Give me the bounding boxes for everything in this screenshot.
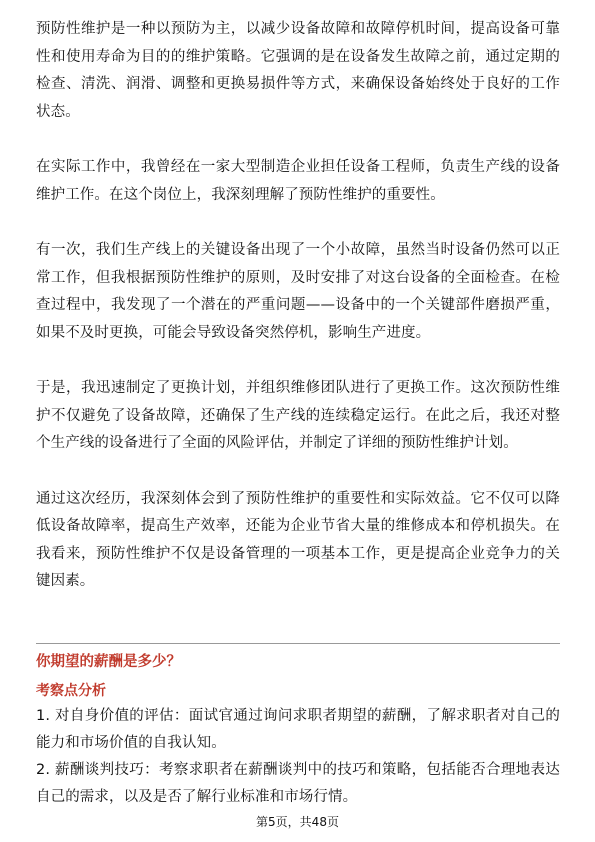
answer-paragraph-2: 在实际工作中，我曾经在一家大型制造企业担任设备工程师，负责生产线的设备维护工作。在这个岗位上，我深刻理解了预防性维护的重要性。 — [36, 159, 560, 203]
answer-paragraph-3: 有一次，我们生产线上的关键设备出现了一个小故障，虽然当时设备仍然可以正常工作，但我根据预防性维护的原则，及时安排了对这台设备的全面检查。在检查过程中，我发现了一个潜在的严重问题——设备中的一个关键部件磨损严重，如果不及时更换，可能会导致设备突然停机，影响生产进度。 — [36, 242, 560, 341]
paragraph-gap — [36, 126, 560, 154]
analysis-list — [36, 703, 560, 811]
analysis-item-2: 2. 薪酬谈判技巧：考察求职者在薪酬谈判中的技巧和策略，包括能否合理地表达自己的需求，以及是否了解行业标准和市场行情。 — [36, 762, 560, 805]
question-heading: 你期望的薪酬是多少？ — [36, 654, 181, 670]
answer-paragraph-4: 于是，我迅速制定了更换计划，并组织维修团队进行了更换工作。这次预防性维护不仅避免了设备故障，还确保了生产线的连续稳定运行。在此之后，我还对整个生产线的设备进行了全面的风险评估，并制定了详细的预防性维护计划。 — [36, 380, 560, 451]
paragraph-gap — [36, 209, 560, 237]
paragraph-gap — [36, 458, 560, 486]
answer-paragraph-1: 预防性维护是一种以预防为主，以减少设备故障和故障停机时间，提高设备可靠性和使用寿命为目的的维护策略。它强调的是在设备发生故障之前，通过定期的检查、清洗、润滑、调整和更换易损件等方式，来确保设备始终处于良好的工作状态。 — [36, 21, 560, 120]
analysis-heading: 考察点分析 — [36, 683, 106, 699]
answer-body — [36, 16, 560, 596]
page-number: 第5页，共48页 — [256, 815, 339, 829]
answer-paragraph-5: 通过这次经历，我深刻体会到了预防性维护的重要性和实际效益。它不仅可以降低设备故障率，提高生产效率，还能为企业节省大量的维修成本和停机损失。在我看来，预防性维护不仅是设备管理的一项基本工作，更是提高企业竞争力的关键因素。 — [36, 490, 560, 589]
analysis-item-1: 1. 对自身价值的评估：面试官通过询问求职者期望的薪酬，了解求职者对自己的能力和市场价值的自我认知。 — [36, 708, 560, 751]
paragraph-gap — [36, 347, 560, 375]
section-divider — [36, 643, 560, 644]
